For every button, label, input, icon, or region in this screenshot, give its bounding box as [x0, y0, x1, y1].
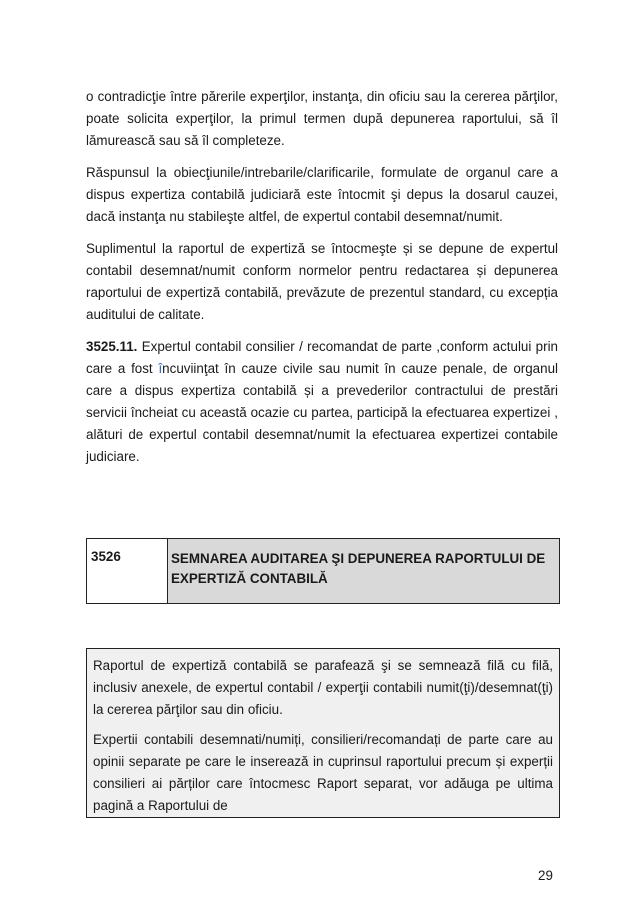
page-number: 29	[538, 868, 553, 883]
section-title: SEMNAREA AUDITAREA ŞI DEPUNEREA RAPORTULUI DE EXPERTIZĂ CONTABILĂ	[168, 539, 559, 603]
framed-text-box	[86, 648, 560, 818]
paragraph: Suplimentul la raportul de expertiză se întocmeşte și se depune de expertul contabil desemnat/numit conform normelor pentru redactarea și depunerea raportului de expertiză contabilă, prevăzute de prezentul standard, cu excepția auditului de calitate.	[86, 241, 558, 322]
clause-paragraph	[86, 336, 558, 468]
paragraph: Răspunsul la obiecţiunile/intrebarile/clarificarile, formulate de organul care a dispus expertiza contabilă judiciară este întocmit şi depus la dosarul cauzei, dacă instanţa nu stabileşte altfel, de expertul contabil desemnat/numit.	[86, 165, 558, 224]
section-number: 3526	[87, 539, 168, 603]
main-text	[86, 86, 558, 478]
clause-text-continued: ncuviinţat în cauze civile sau numit în cauze penale, de organul care a dispus expertiza contabilă și a prevederilor contractului de prestări servicii încheiat cu această ocazie cu partea, participă la efectuarea expertizei , alături de expertul contabil desemnat/numit la efectuarea expertizei contabile judiciare.	[86, 361, 558, 464]
clause-number: 3525.11.	[86, 339, 138, 354]
paragraph: o contradicţie între părerile experţilor, instanţa, din oficiu sau la cererea părţilor, poate solicita experţilor, la primul termen după depunerea raportului, să îl lămurească sau să îl completeze.	[86, 89, 558, 148]
section-heading-table	[86, 538, 560, 604]
box-paragraph: Raportul de expertiză contabilă se parafează şi se semnează filă cu filă, inclusiv anexele, de expertul contabil / experţii contabili numit(ţi)/desemnat(ţi) la cererea părţilor sau din oficiu.	[93, 658, 553, 717]
clause-highlight: î	[158, 361, 163, 376]
clause-text: Expertul contabil consilier / recomandat de parte ,conform actului prin care a fost	[86, 339, 558, 376]
box-paragraph: Expertii contabili desemnati/numiți, consilieri/recomandați de parte care au opinii separate pe care le inserează in cuprinsul raportului precum și experții consilieri ai părților care întocmesc Raport separat, vor adăuga pe ultima pagină a Raportului de	[93, 732, 553, 813]
